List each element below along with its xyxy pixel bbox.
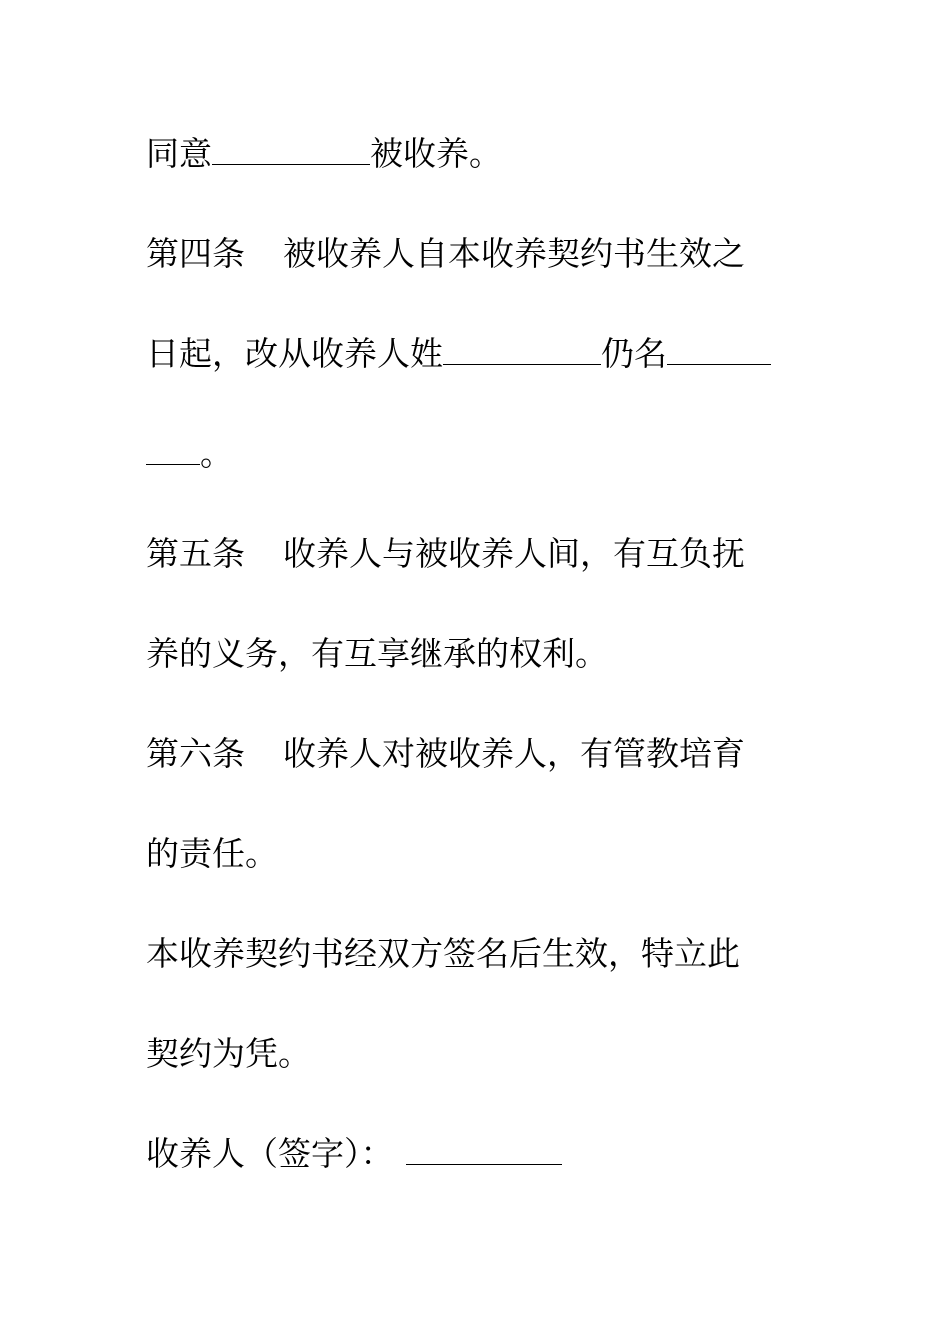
closing-line-1 xyxy=(146,934,740,974)
signature-blank[interactable] xyxy=(406,1134,562,1165)
closing-text-1: 本收养契约书经双方签名后生效，特立此 xyxy=(146,934,740,973)
article-4-label: 第四条 xyxy=(146,234,245,273)
article-4-line-2 xyxy=(146,334,771,374)
article-5-label: 第五条 xyxy=(146,534,245,573)
article-6-label: 第六条 xyxy=(146,734,245,773)
surname-blank[interactable] xyxy=(443,334,601,365)
closing-line-2 xyxy=(146,1034,311,1074)
article-4-line-1 xyxy=(146,234,745,274)
article-4-text-1: 被收养人自本收养契约书生效之 xyxy=(283,234,745,273)
consent-suffix: 被收养。 xyxy=(370,134,502,173)
article-4-text-3: 。 xyxy=(200,434,233,473)
article-4-text-2b: 仍名 xyxy=(601,334,667,373)
adoptee-name-blank[interactable] xyxy=(212,134,370,165)
article-5-text-2: 养的义务，有互享继承的权利。 xyxy=(146,634,608,673)
article-6-line-2 xyxy=(146,834,278,874)
article-5-line-2 xyxy=(146,634,608,674)
given-name-blank-continued[interactable] xyxy=(146,434,200,465)
consent-line xyxy=(146,134,502,174)
article-6-text-2: 的责任。 xyxy=(146,834,278,873)
article-4-text-2a: 日起，改从收养人姓 xyxy=(146,334,443,373)
article-6-text-1: 收养人对被收养人，有管教培育 xyxy=(283,734,745,773)
closing-text-2: 契约为凭。 xyxy=(146,1034,311,1073)
article-6-line-1 xyxy=(146,734,745,774)
consent-prefix: 同意 xyxy=(146,134,212,173)
signature-line xyxy=(146,1134,562,1174)
article-4-line-3 xyxy=(146,434,233,474)
article-5-line-1 xyxy=(146,534,745,574)
signature-label: 收养人（签字）： xyxy=(146,1134,394,1173)
article-5-text-1: 收养人与被收养人间，有互负抚 xyxy=(283,534,745,573)
given-name-blank[interactable] xyxy=(667,334,771,365)
